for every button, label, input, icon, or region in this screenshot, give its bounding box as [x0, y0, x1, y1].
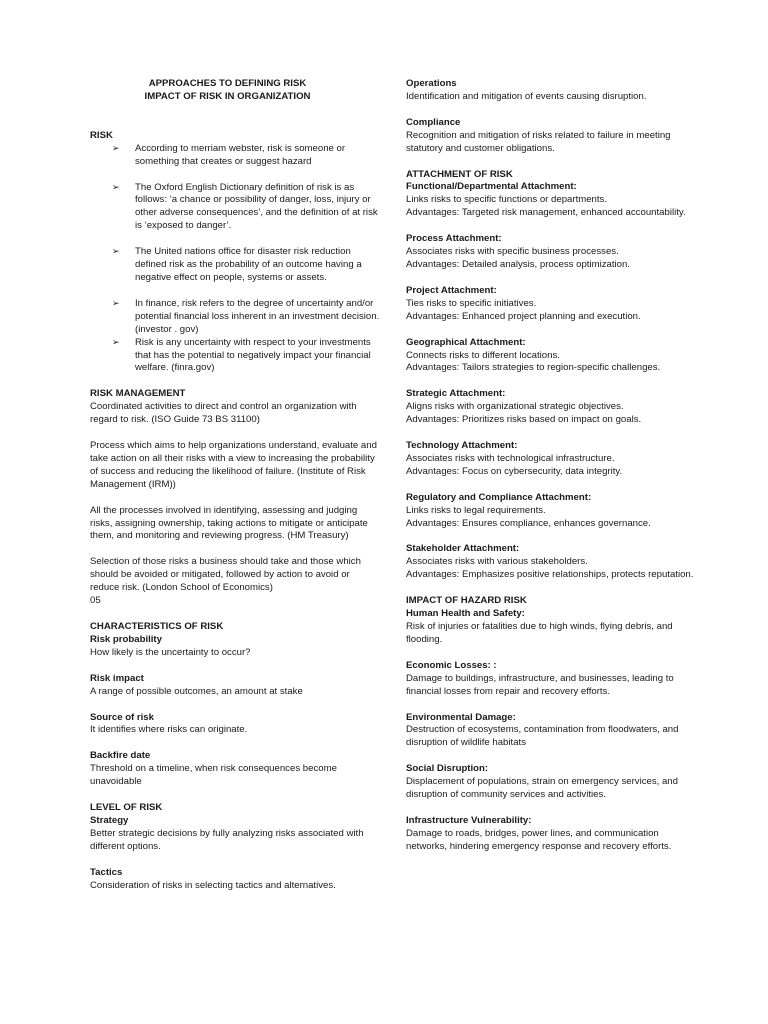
attachment-description: Links risks to specific functions or departments. [406, 194, 608, 206]
risk-bullet-item: ➢ The Oxford English Dictionary definition of risk is as follows: ‘a chance or possibility of danger, loss, injury or other adverse consequences’, and the definition of at risk is ‘exposed to danger’. [112, 181, 378, 232]
characteristic-text: Threshold on a timeline, when risk consequences become unavoidable [90, 763, 337, 788]
level-of-risk-heading: LEVEL OF RISK [90, 802, 163, 814]
attachment-advantages: Advantages: Focus on cybersecurity, data integrity. [406, 465, 623, 477]
characteristic-title: Backfire date [90, 750, 151, 762]
attachment-title: Strategic Attachment: [406, 388, 506, 400]
characteristic-text: A range of possible outcomes, an amount at stake [90, 685, 303, 697]
level-text: Recognition and mitigation of risks related to failure in meeting statutory and customer obligations. [406, 129, 671, 154]
attachment-advantages: Advantages: Ensures compliance, enhances governance. [406, 517, 651, 529]
level-text: Better strategic decisions by fully analyzing risks associated with different options. [90, 827, 364, 852]
attachment-title: Stakeholder Attachment: [406, 543, 520, 555]
hazard-text: Risk of injuries or fatalities due to high winds, flying debris, and flooding. [406, 621, 673, 645]
arrow-bullet-icon: ➢ [112, 337, 120, 348]
attachment-advantages: Advantages: Detailed analysis, process optimization. [406, 258, 630, 270]
risk-bullet-item: ➢ According to merriam webster, risk is someone or something that creates or suggest hazard [112, 142, 346, 167]
hazard-text: Destruction of ecosystems, contamination from floodwaters, and disruption of wildlife habitats [406, 724, 679, 749]
attachment-description: Links risks to legal requirements. [406, 504, 546, 516]
risk-heading: RISK [90, 129, 113, 141]
attachment-item [406, 388, 696, 427]
risk-bullet-item: ➢ The United nations office for disaster risk reduction defined risk as the probability of an outcome having a negative effect on people, systems or assets. [112, 246, 362, 283]
level-title: Operations [406, 78, 457, 89]
attachment-description: Associates risks with technological infrastructure. [406, 452, 615, 464]
attachment-heading: ATTACHMENT OF RISK [406, 168, 513, 180]
level-item [406, 78, 696, 104]
attachment-item [406, 285, 696, 324]
hazard-item [406, 712, 696, 751]
hazard-title: Human Health and Safety: [406, 608, 525, 620]
attachment-title: Process Attachment: [406, 233, 502, 245]
attachment-title: Geographical Attachment: [406, 336, 526, 348]
attachment-item [406, 492, 696, 531]
attachment-title: Regulatory and Compliance Attachment: [406, 491, 592, 503]
rm-paragraph: Selection of those risks a business should take and those which should be avoided or mitigated, followed by action to avoid or reduce risk. (London School of Economics) [90, 556, 361, 594]
arrow-bullet-icon: ➢ [112, 143, 120, 154]
hazard-item [406, 608, 696, 647]
hazard-item [406, 660, 696, 699]
rm-paragraph: All the processes involved in identifying, assessing and judging risks, assigning ownership, taking actions to mitigate or anticipate them, and monitoring and reviewing progress. (HM Treasury) [90, 504, 368, 542]
level-title: Strategy [90, 814, 129, 826]
characteristic-text: It identifies where risks can originate. [90, 724, 248, 736]
arrow-bullet-icon: ➢ [112, 182, 120, 193]
level-text: Identification and mitigation of events causing disruption. [406, 90, 647, 102]
characteristic-item [90, 750, 380, 789]
level-item [90, 867, 380, 893]
risk-bullet-item: ➢ Risk is any uncertainty with respect to your investments that has the potential to negatively impact your financial welfare. (finra.gov) [112, 336, 371, 374]
level-item [90, 815, 380, 854]
attachment-advantages: Advantages: Tailors strategies to region-specific challenges. [406, 362, 661, 374]
characteristics-heading: CHARACTERISTICS OF RISK [90, 621, 224, 632]
attachment-item [406, 233, 696, 272]
attachment-item [406, 337, 696, 376]
hazard-text: Displacement of populations, strain on emergency services, and disruption of community services and activities. [406, 776, 678, 801]
characteristic-title: Risk impact [90, 672, 144, 684]
characteristic-item [90, 673, 380, 699]
hazard-text: Damage to buildings, infrastructure, and businesses, leading to financial losses from repair and recovery efforts. [406, 672, 674, 697]
attachment-advantages: Advantages: Prioritizes risks based on impact on goals. [406, 414, 642, 426]
hazard-text: Damage to roads, bridges, power lines, and communication networks, hindering emergency response and recovery efforts. [406, 827, 672, 852]
attachment-description: Connects risks to different locations. [406, 349, 560, 361]
characteristic-title: Source of risk [90, 711, 154, 723]
level-title: Tactics [90, 866, 123, 878]
level-title: Compliance [406, 116, 461, 128]
attachment-advantages: Advantages: Enhanced project planning and execution. [406, 310, 641, 322]
right-column [406, 78, 696, 867]
attachment-item [406, 440, 696, 479]
attachment-advantages: Advantages: Emphasizes positive relationships, protects reputation. [406, 569, 694, 581]
hazard-title: Infrastructure Vulnerability: [406, 814, 532, 826]
hazard-title: Social Disruption: [406, 763, 489, 775]
risk-bullet-list [90, 143, 380, 376]
rm-paragraph: Coordinated activities to direct and control an organization with regard to risk. (ISO Guide 73 BS 31100) [90, 401, 357, 426]
level-text: Consideration of risks in selecting tactics and alternatives. [90, 879, 336, 891]
rm-trailing-number: 05 [90, 595, 101, 607]
hazard-title: Economic Losses: : [406, 659, 497, 671]
attachment-title: Project Attachment: [406, 284, 497, 296]
attachment-item [406, 543, 696, 582]
hazard-heading: IMPACT OF HAZARD RISK [406, 595, 527, 607]
characteristic-text: How likely is the uncertainty to occur? [90, 646, 251, 658]
characteristic-item [90, 634, 380, 660]
attachment-description: Associates risks with various stakeholders. [406, 556, 588, 568]
doc-title: APPROACHES TO DEFINING RISK [148, 78, 307, 89]
attachment-title: Functional/Departmental Attachment: [406, 181, 577, 193]
attachment-title: Technology Attachment: [406, 440, 518, 452]
hazard-item [406, 763, 696, 802]
attachment-description: Ties risks to specific initiatives. [406, 297, 537, 309]
attachment-description: Associates risks with specific business processes. [406, 246, 619, 258]
level-item [406, 117, 696, 156]
attachment-item [406, 181, 696, 220]
hazard-title: Environmental Damage: [406, 711, 516, 723]
characteristic-title: Risk probability [90, 633, 162, 645]
arrow-bullet-icon: ➢ [112, 298, 120, 309]
characteristic-item [90, 712, 380, 738]
arrow-bullet-icon: ➢ [112, 247, 120, 258]
left-column [90, 78, 380, 906]
risk-bullet-item: ➢ In finance, risk refers to the degree of uncertainty and/or potential financial loss inherent in an investment decision. (investor . gov) [112, 297, 380, 335]
rm-paragraph: Process which aims to help organizations understand, evaluate and take action on all their risks with a view to increasing the probability of success and reducing the likelihood of failure. (Institute of Risk Management (IRM)) [90, 440, 377, 490]
hazard-item [406, 815, 696, 854]
risk-management-heading: RISK MANAGEMENT [90, 388, 186, 400]
attachment-advantages: Advantages: Targeted risk management, enhanced accountability. [406, 207, 686, 219]
doc-subtitle: IMPACT OF RISK IN ORGANIZATION [144, 90, 311, 102]
attachment-description: Aligns risks with organizational strategic objectives. [406, 401, 624, 413]
